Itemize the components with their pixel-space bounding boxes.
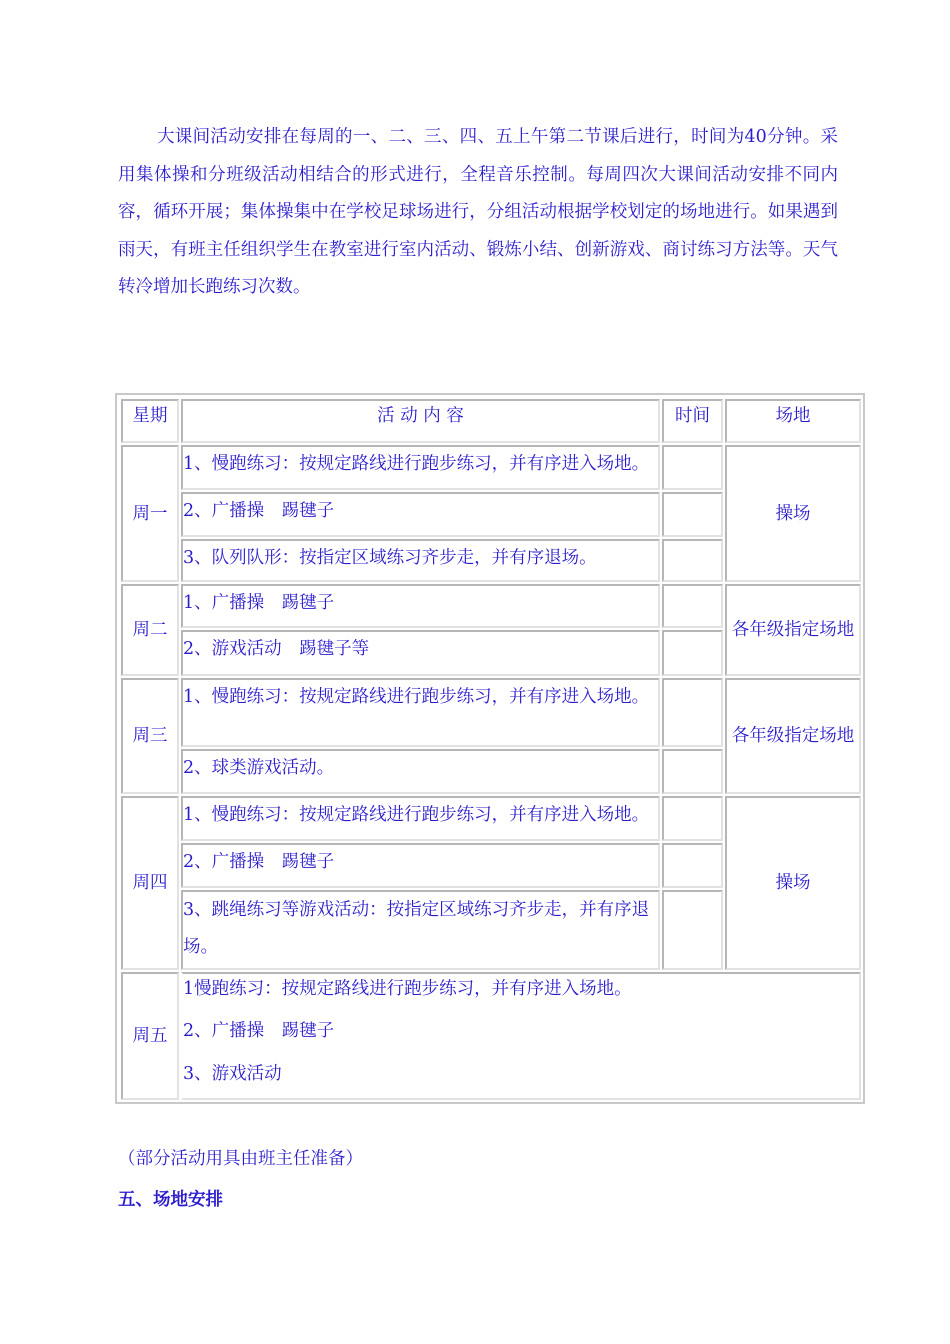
wed-activity-1: 1、慢跑练习：按规定路线进行跑步练习，并有序进入场地。 [181,678,660,747]
day-monday: 周一 [121,445,179,582]
mon-time-3 [662,539,723,582]
mon-time-1 [662,445,723,490]
tue-time-1 [662,584,723,628]
tue-activity-2: 2、游戏活动 踢毽子等 [181,630,660,676]
fri-activities [181,972,861,1100]
thu-activity-1: 1、慢跑练习：按规定路线进行跑步练习，并有序进入场地。 [181,796,660,841]
thu-venue: 操场 [725,796,861,970]
header-time: 时间 [662,399,723,443]
fri-activity-2: 2、广播操 踢毽子 [183,1021,335,1041]
mon-activity-2: 2、广播操 踢毽子 [181,492,660,537]
wed-activity-2: 2、球类游戏活动。 [181,749,660,794]
thu-time-1 [662,796,723,841]
fri-activity-1: 1慢跑练习：按规定路线进行跑步练习，并有序进入场地。 [183,979,632,999]
tue-activity-1: 1、广播操 踢毽子 [181,584,660,628]
wed-venue: 各年级指定场地 [725,678,861,794]
thu-time-3 [662,890,723,970]
mon-time-2 [662,492,723,537]
thu-activity-3: 3、跳绳练习等游戏活动：按指定区域练习齐步走，并有序退场。 [181,890,660,970]
thu-time-2 [662,843,723,888]
tue-time-2 [662,630,723,676]
day-friday: 周五 [121,972,179,1100]
mon-activity-1: 1、慢跑练习：按规定路线进行跑步练习，并有序进入场地。 [181,445,660,490]
mon-activity-3: 3、队列队形：按指定区域练习齐步走，并有序退场。 [181,539,660,582]
header-content: 活 动 内 容 [181,399,660,443]
header-venue: 场地 [725,399,861,443]
fri-activity-3: 3、游戏活动 [183,1064,282,1084]
header-day: 星期 [121,399,179,443]
intro-paragraph: 大课间活动安排在每周的一、二、三、四、五上午第二节课后进行，时间为40分钟。采用集体操和分班级活动相结合的形式进行，全程音乐控制。每周四次大课间活动安排不同内容，循环开展；集体操集中在学校足球场进行，分组活动根据学校划定的场地进行。如果遇到雨天，有班主任组织学生在教室进行室内活动、锻炼小结、创新游戏、商讨练习方法等。天气转冷增加长跑练习次数。 [118,127,838,297]
day-tuesday: 周二 [121,584,179,676]
wed-time-1 [662,678,723,747]
schedule-table [115,393,865,1104]
mon-venue: 操场 [725,445,861,582]
thu-activity-2: 2、广播操 踢毽子 [181,843,660,888]
equipment-note: （部分活动用具由班主任准备） [118,1149,363,1169]
day-wednesday: 周三 [121,678,179,794]
wed-time-2 [662,749,723,794]
section-title: 五、场地安排 [118,1190,223,1210]
day-thursday: 周四 [121,796,179,970]
tue-venue: 各年级指定场地 [725,584,861,676]
